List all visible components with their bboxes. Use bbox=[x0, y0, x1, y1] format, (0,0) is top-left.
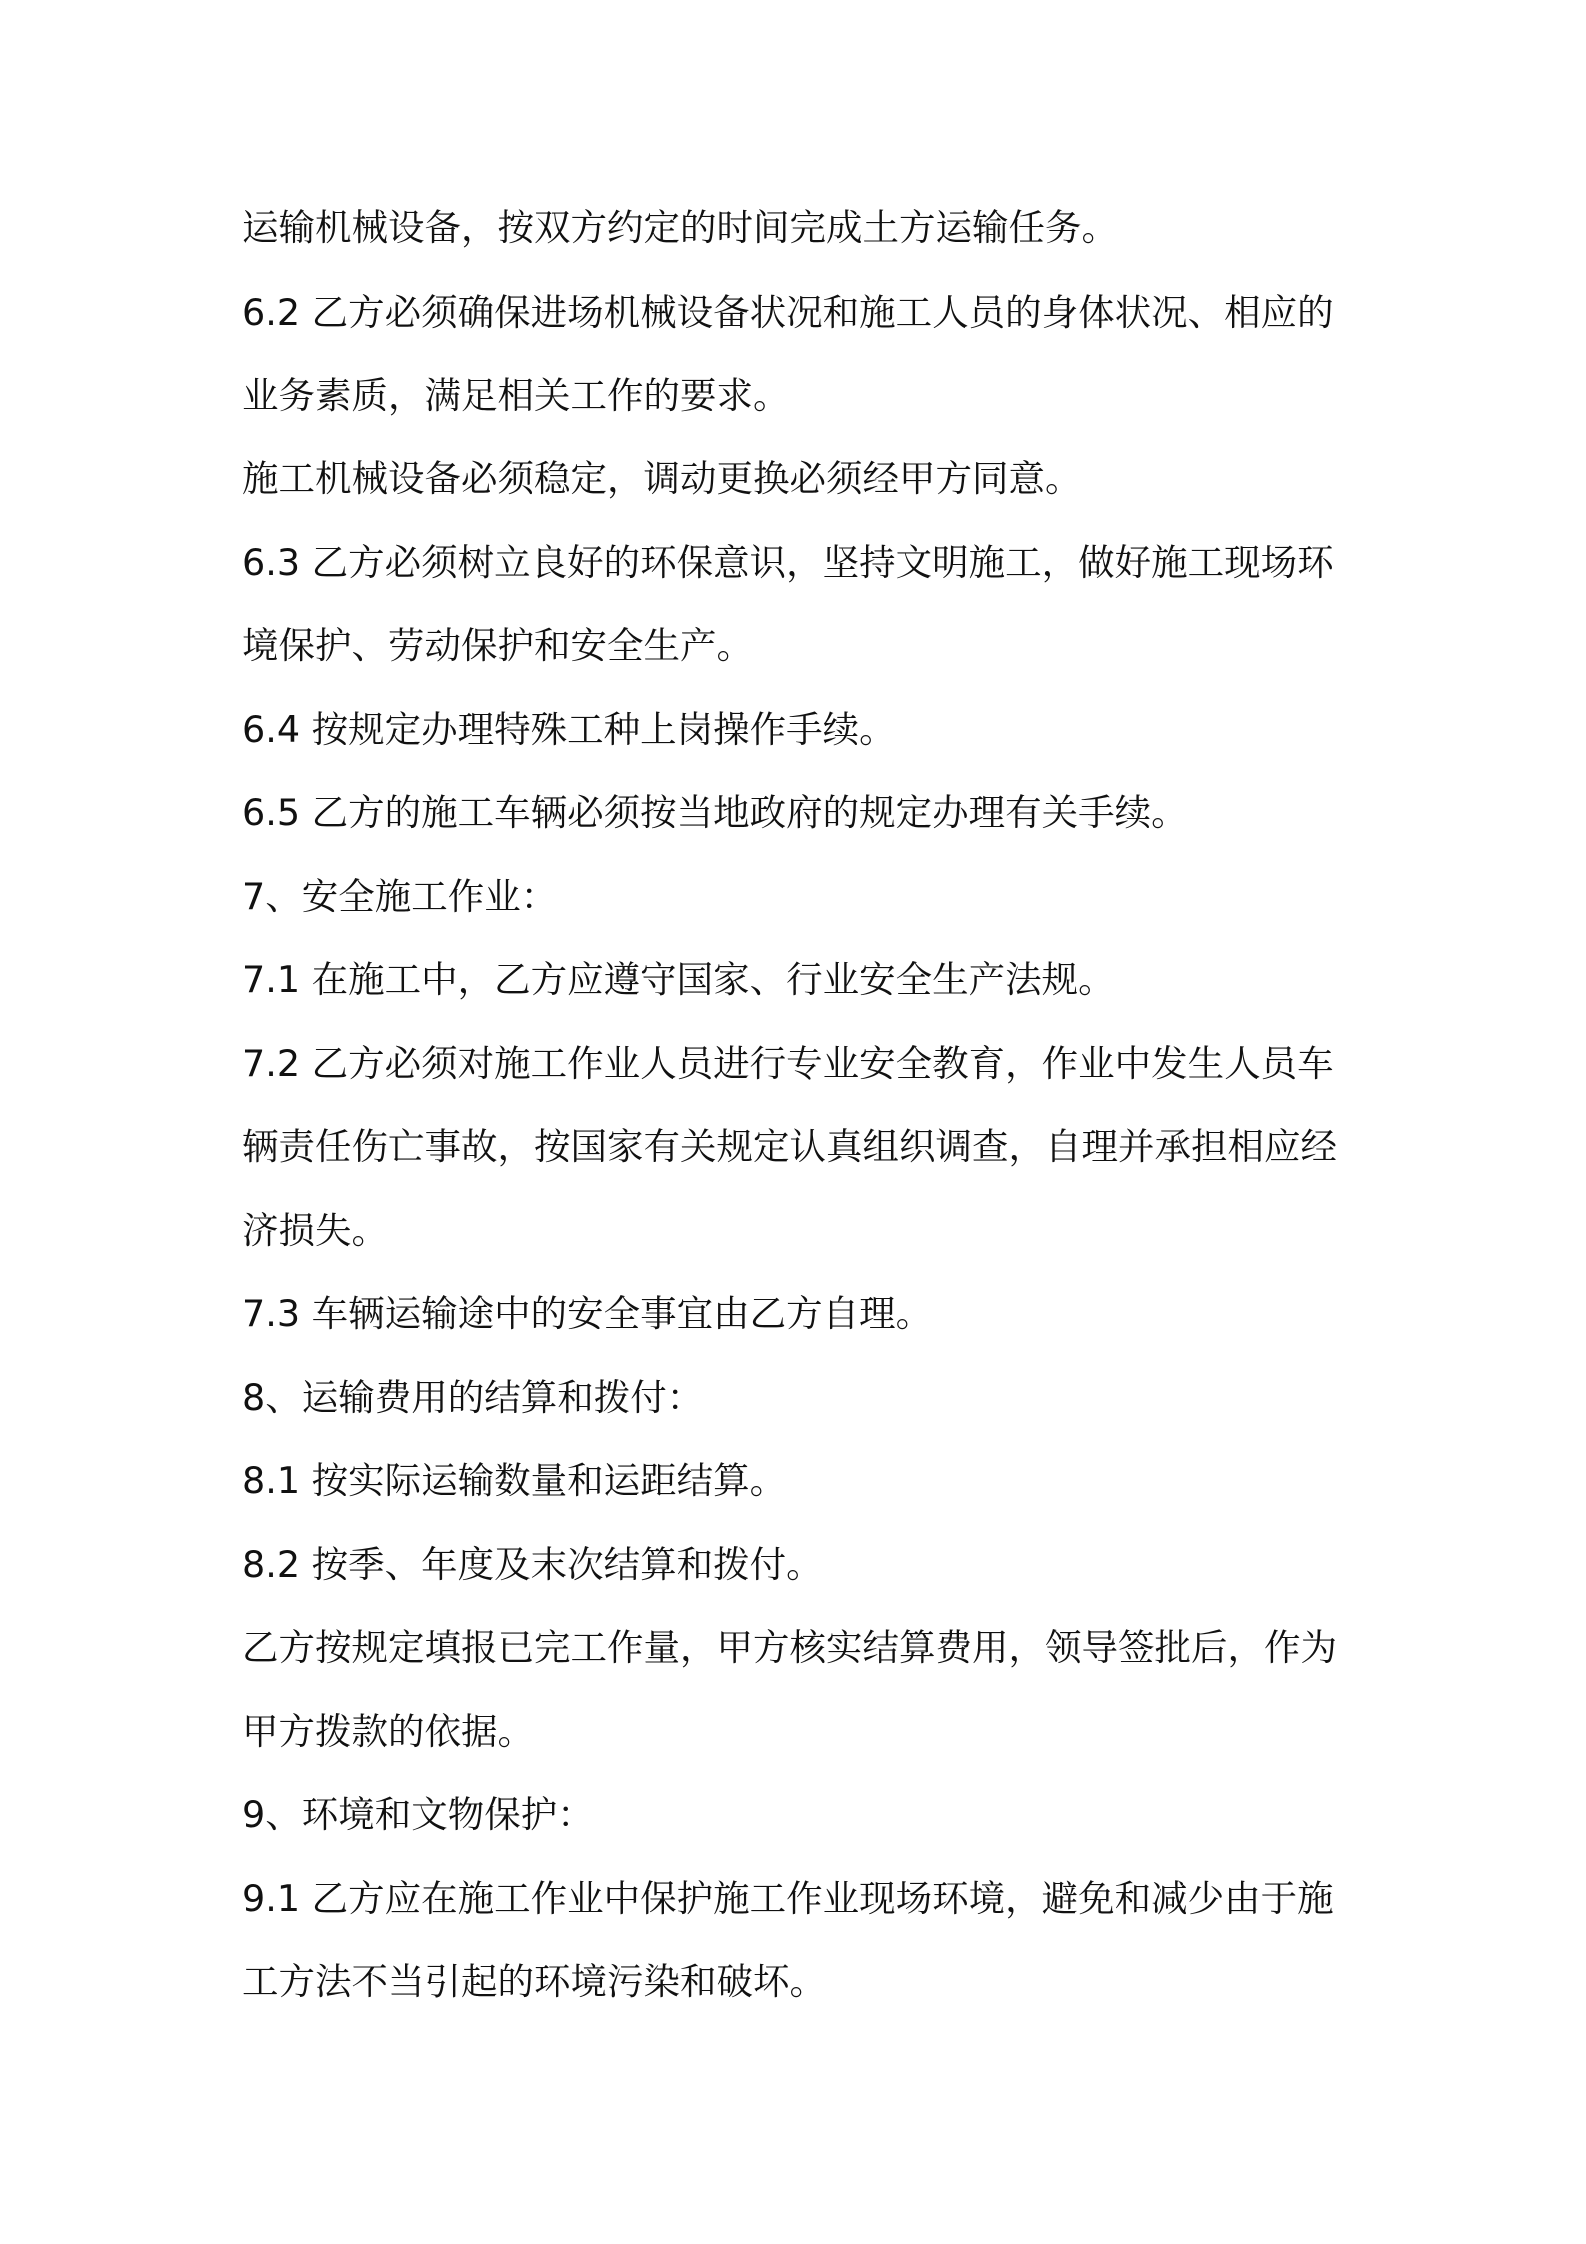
text-line: 6.3 乙方必须树立良好的环保意识，坚持文明施工，做好施工现场环 bbox=[242, 541, 1334, 584]
section-heading: 9、环境和文物保护： bbox=[242, 1793, 594, 1836]
text-line: 工方法不当引起的环境污染和破坏。 bbox=[242, 1960, 826, 2003]
text-line: 施工机械设备必须稳定，调动更换必须经甲方同意。 bbox=[242, 457, 1082, 500]
section-heading: 8、运输费用的结算和拨付： bbox=[242, 1376, 704, 1419]
text-line: 6.4 按规定办理特殊工种上岗操作手续。 bbox=[242, 708, 896, 751]
text-line: 6.2 乙方必须确保进场机械设备状况和施工人员的身体状况、相应的 bbox=[242, 291, 1334, 334]
text-line: 8.2 按季、年度及末次结算和拨付。 bbox=[242, 1543, 823, 1586]
text-line: 8.1 按实际运输数量和运距结算。 bbox=[242, 1459, 787, 1502]
text-line: 7.3 车辆运输途中的安全事宜由乙方自理。 bbox=[242, 1292, 933, 1335]
text-line: 乙方按规定填报已完工作量，甲方核实结算费用，领导签批后，作为 bbox=[242, 1626, 1337, 1669]
text-line: 7.2 乙方必须对施工作业人员进行专业安全教育，作业中发生人员车 bbox=[242, 1042, 1334, 1085]
text-line: 6.5 乙方的施工车辆必须按当地政府的规定办理有关手续。 bbox=[242, 791, 1188, 834]
text-line: 境保护、劳动保护和安全生产。 bbox=[242, 624, 753, 667]
text-line: 辆责任伤亡事故，按国家有关规定认真组织调查，自理并承担相应经 bbox=[242, 1125, 1337, 1168]
text-line: 业务素质，满足相关工作的要求。 bbox=[242, 374, 790, 417]
text-line: 9.1 乙方应在施工作业中保护施工作业现场环境，避免和减少由于施 bbox=[242, 1877, 1334, 1920]
text-line: 7.1 在施工中，乙方应遵守国家、行业安全生产法规。 bbox=[242, 958, 1115, 1001]
text-line: 济损失。 bbox=[242, 1209, 388, 1252]
section-heading: 7、安全施工作业： bbox=[242, 875, 558, 918]
text-line: 甲方拨款的依据。 bbox=[242, 1710, 534, 1753]
text-line: 运输机械设备，按双方约定的时间完成土方运输任务。 bbox=[242, 206, 1118, 249]
